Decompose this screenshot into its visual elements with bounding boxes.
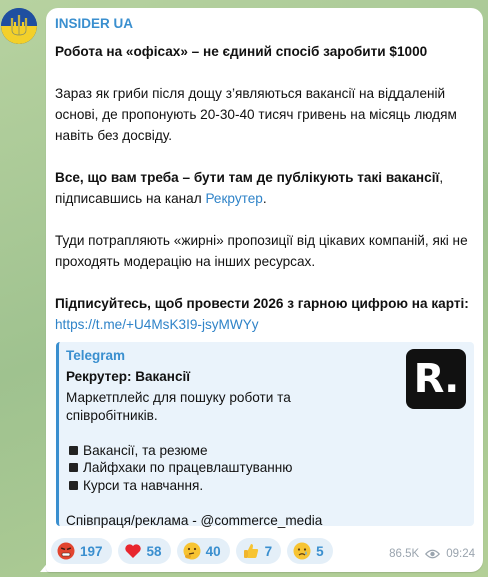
message-meta (389, 548, 475, 560)
thinking-face-icon (183, 542, 201, 560)
preview-logo-text: R. (413, 356, 459, 402)
reaction-angry[interactable] (51, 538, 112, 564)
message-paragraph-3: Туди потрапляють «жирні» пропозиції від цікавих компаній, які не проходять модерацію на інших ресурсах. (55, 233, 468, 269)
preview-bullet-text: Вакансії, та резюме (83, 442, 208, 458)
message-title: Робота на «офісах» – не єдиний спосіб заробити $1000 (55, 44, 428, 59)
preview-logo (406, 349, 466, 409)
black-square-icon (69, 446, 78, 455)
reaction-heart[interactable] (118, 538, 171, 564)
invite-link[interactable]: https://t.me/+U4MsK3I9-jsyMWYy (55, 317, 259, 332)
reaction-crying[interactable] (287, 538, 333, 564)
reaction-thumbs-up[interactable] (236, 538, 282, 564)
black-square-icon (69, 481, 78, 490)
reaction-thinking[interactable] (177, 538, 230, 564)
message-paragraph-1: Зараз як гриби після дощу з’являються вакансії на віддаленій основі, де пропонують 20-30-40 тисяч гривень на місяць людям навіть без досвіду. (55, 86, 457, 143)
reaction-count: 58 (146, 543, 162, 559)
reaction-count: 197 (80, 543, 103, 559)
preview-bullet (66, 442, 466, 460)
message-text (55, 41, 474, 335)
angry-face-icon (57, 542, 75, 560)
reaction-count: 7 (264, 543, 273, 559)
message-bubble (46, 8, 483, 572)
paragraph-2-rest: , підписавшись на канал (55, 170, 444, 206)
paragraph-2-end: . (262, 191, 267, 206)
eye-icon (425, 549, 440, 559)
preview-description: Маркетплейс для пошуку роботи та співробітників. (66, 390, 291, 423)
view-count: 86.5K (389, 548, 420, 560)
preview-bullet-text: Лайфхаки по працевлаштуванню (83, 460, 293, 475)
link-preview[interactable] (56, 342, 474, 526)
trident-icon (1, 8, 37, 44)
channel-avatar[interactable] (1, 8, 37, 44)
paragraph-2-bold: Все, що вам треба – бути там де публікують такі вакансії (55, 170, 440, 185)
preview-bullet (66, 459, 466, 477)
thumbs-up-icon (242, 542, 260, 560)
message-cta: Підписуйтесь, щоб провести 2026 з гарною цифрою на карті: (55, 296, 469, 311)
preview-footer: Співпраця/реклама - @commerce_media (66, 512, 323, 528)
preview-bullet-text: Курси та навчання. (83, 477, 204, 493)
crying-face-icon (293, 542, 311, 560)
preview-bullet (66, 477, 466, 495)
preview-site-name: Telegram (66, 348, 126, 363)
heart-icon (124, 542, 142, 560)
preview-title: Рекрутер: Вакансії (66, 369, 191, 384)
black-square-icon (69, 463, 78, 472)
message-footer (51, 538, 475, 564)
channel-name[interactable]: INSIDER UA (55, 16, 134, 31)
message-paragraph-2 (55, 167, 474, 209)
message-time: 09:24 (446, 548, 475, 560)
reaction-count: 40 (205, 543, 221, 559)
reaction-count: 5 (316, 543, 324, 559)
recruiter-channel-link[interactable]: Рекрутер (205, 191, 263, 206)
